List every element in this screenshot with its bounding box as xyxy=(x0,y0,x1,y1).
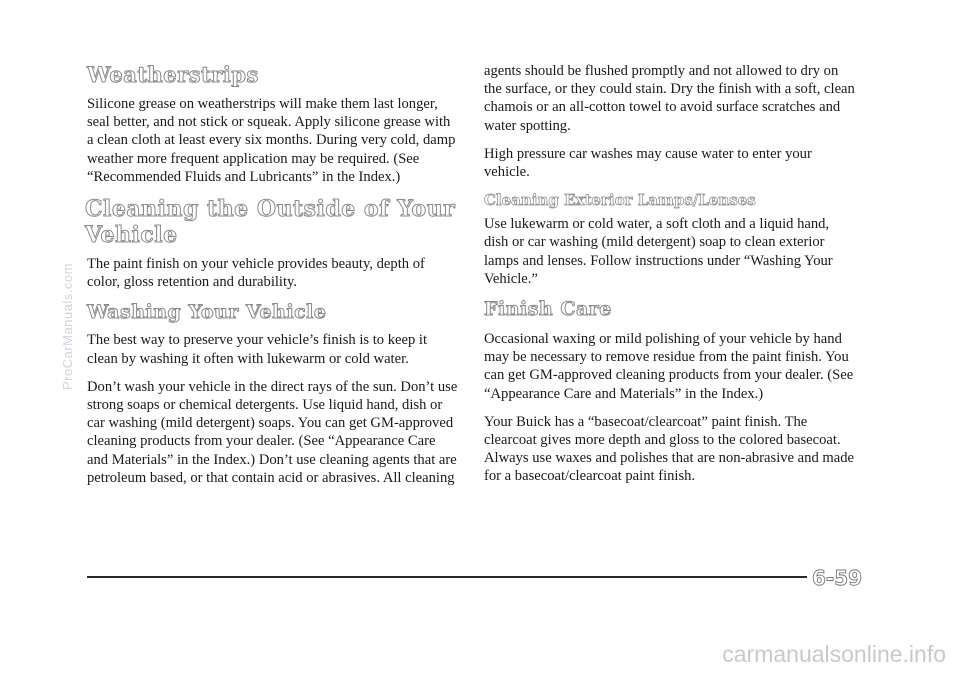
weatherstrips-paragraph: Silicone grease on weatherstrips will make them last longer, seal better, and not stick or squeak. Apply silicone grease with a clean cloth at least every six months. During very cold, damp weather more frequent application may be required. (See “Recommended Fluids and Lubricants” in the Index.) xyxy=(87,96,456,185)
finish-paragraph-2: Your Buick has a “basecoat/clearcoat” paint finish. The clearcoat gives more depth and gloss to the colored basecoat. Always use waxes and polishes that are non-abrasive and made for a basecoat/clearcoat paint finish. xyxy=(484,413,854,485)
washing-paragraph-1: The best way to preserve your vehicle’s finish is to keep it clean by washing it often with lukewarm or cold water. xyxy=(87,332,428,367)
left-column xyxy=(87,62,460,497)
weatherstrips-heading: Weatherstrips xyxy=(87,62,259,87)
cleaning-paragraph: The paint finish on your vehicle provides beauty, depth of color, gloss retention and durability. xyxy=(87,256,425,291)
side-watermark: ProCarManuals.com xyxy=(60,263,75,390)
lamps-paragraph: Use lukewarm or cold water, a soft cloth and a liquid hand, dish or car washing (mild detergent) soap to clean exterior lamps and lenses. Follow instructions under “Washing Your Vehicle.” xyxy=(484,216,833,287)
washing-heading: Washing Your Vehicle xyxy=(87,301,327,324)
finish-paragraph-1: Occasional waxing or mild polishing of your vehicle by hand may be necessary to remove residue from the paint finish. You can get GM-approved cleaning products from your dealer. (See “Appearance Care and Materials” in the Index.) xyxy=(484,331,854,402)
finish-care-heading: Finish Care xyxy=(484,298,612,321)
page-number: 6-59 xyxy=(812,566,863,590)
cleaning-outside-heading: Cleaning the Outside of Your Vehicle xyxy=(85,196,456,249)
right-column xyxy=(484,62,856,496)
site-watermark: carmanualsonline.info xyxy=(722,641,946,667)
washing-paragraph-2: Don’t wash your vehicle in the direct rays of the sun. Don’t use strong soaps or chemical detergents. Use liquid hand, dish or car washing (mild detergent) soaps. You can get GM-approved cleaning products from your dealer. (See “Appearance Care and Materials” in the Index.) Don’t use cleaning agents that are petroleum based, or that contain acid or abrasives. All cleaning xyxy=(87,378,458,486)
lamps-heading: Cleaning Exterior Lamps/Lenses xyxy=(484,191,756,210)
pressure-paragraph: High pressure car washes may cause water to enter your vehicle. xyxy=(484,145,812,181)
footer-rule xyxy=(87,576,807,578)
continued-paragraph: agents should be flushed promptly and not allowed to dry on the surface, or they could stain. Dry the finish with a soft, clean chamois or an all-cotton towel to avoid surface scratches and water spotting. xyxy=(484,63,855,134)
